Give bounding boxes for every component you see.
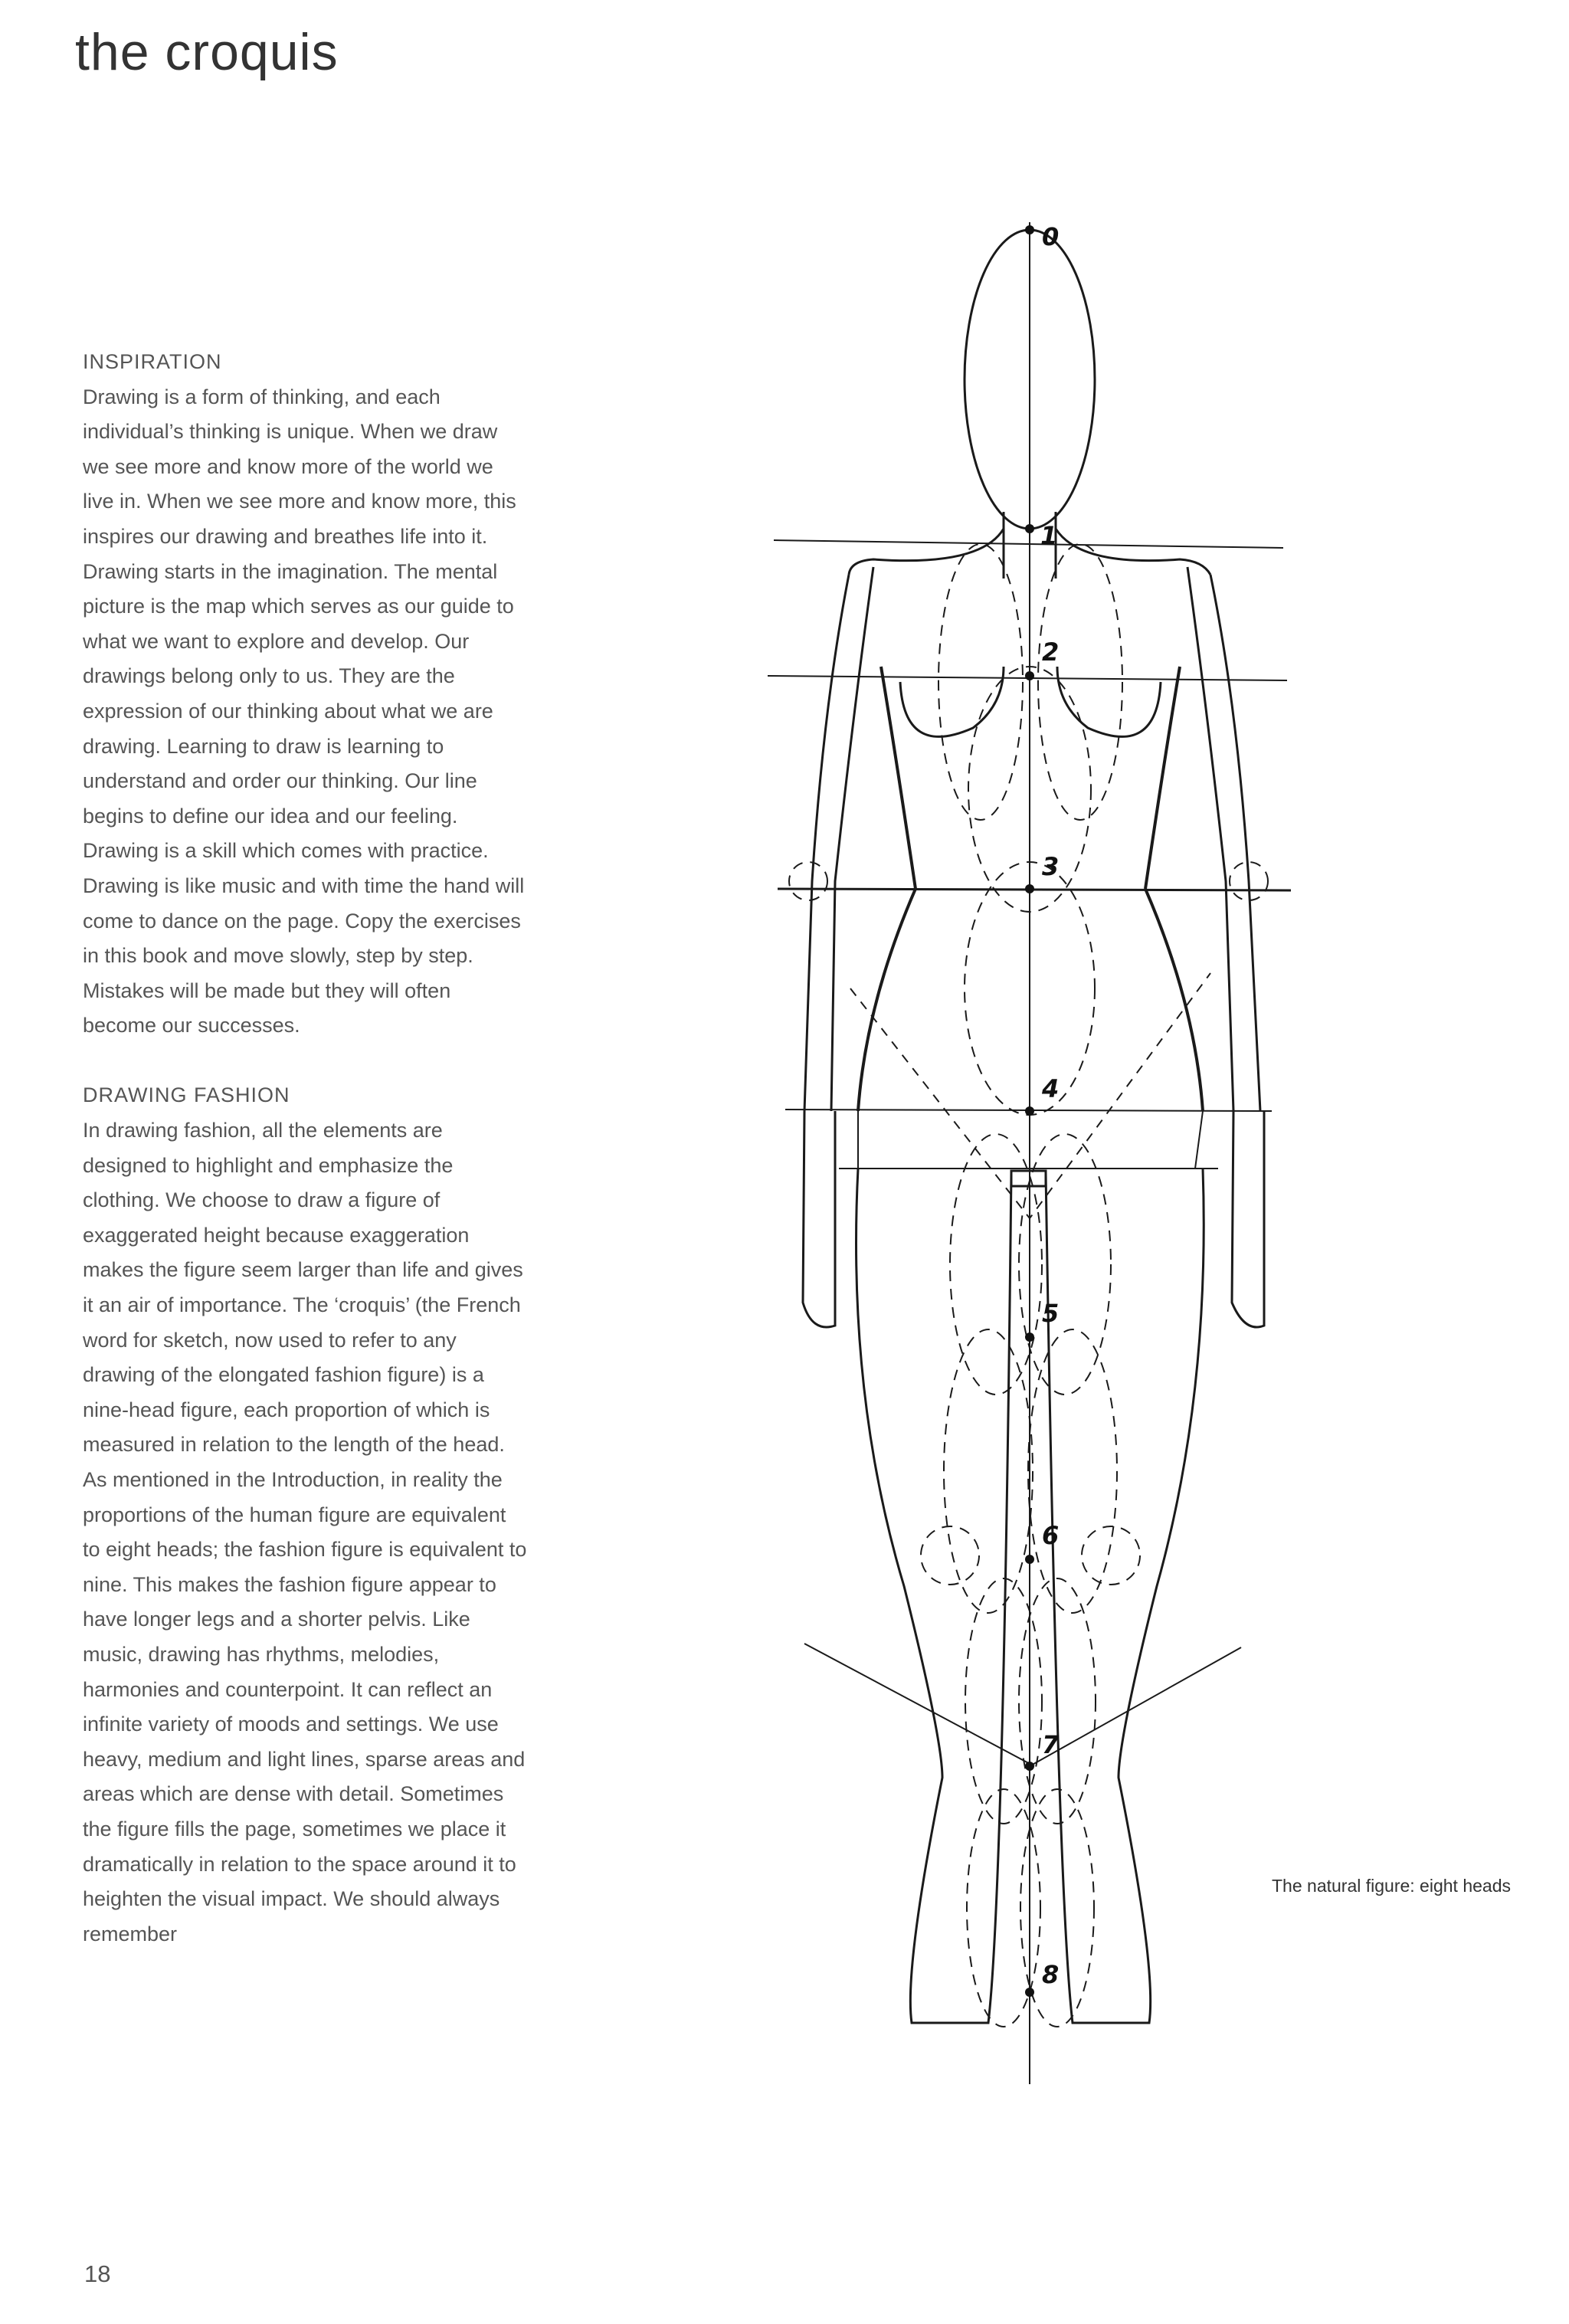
head-marker-3: 3: [1042, 852, 1060, 881]
section-body-inspiration: [83, 380, 527, 1044]
section-heading-inspiration: INSPIRATION: [83, 350, 222, 373]
knee-diagonal-left: [804, 1644, 1034, 1766]
dashed-proportion-ovals: [789, 544, 1268, 2027]
head-marker-2: 2: [1042, 638, 1060, 667]
head-marker-4: 4: [1042, 1074, 1060, 1103]
right-arm-upper: [1187, 567, 1260, 1111]
head-marker-6: 6: [1042, 1521, 1060, 1550]
left-forearm-hand: [803, 1111, 835, 1327]
head-marker-7: 7: [1042, 1730, 1060, 1759]
figure-caption: The natural figure: eight heads: [1272, 1876, 1511, 1896]
knee-diagonal-right: [1030, 1647, 1241, 1766]
paragraph: Drawing is a form of thinking, and each individual’s thinking is unique. When we draw we see more and know more of the world we live in. When we see more and know more, this inspires our drawing and breathes life into it.: [83, 385, 516, 548]
head-marker-5: 5: [1042, 1299, 1060, 1328]
left-leg: [857, 1169, 1012, 2023]
head-marker-1: 1: [1040, 521, 1058, 550]
paragraph: Drawing starts in the imagination. The mental picture is the map which serves as our guide to what we want to explore and develop. Our drawings belong only to us. They are the expression of our thinking about what we are drawing. Learning to draw is learning to understand and order our thinking. Our line begins to define our idea and our feeling. Drawing is a skill which comes with practice. Drawing is like music and with time the hand will come to dance on the page. Copy the exercises in this book and move slowly, step by step. Mistakes will be made but they will often become our successes.: [83, 559, 525, 1037]
waist-guide-line: [778, 889, 1291, 890]
shoulder-guide-line: [774, 540, 1283, 548]
section-body-drawing-fashion: [83, 1113, 527, 1952]
right-forearm-hand: [1232, 1111, 1264, 1327]
page-title: the croquis: [75, 23, 339, 81]
croquis-drawing: [751, 207, 1318, 2122]
head-marker-0: 0: [1042, 222, 1060, 251]
left-arm-upper: [804, 567, 873, 1111]
section-heading-drawing-fashion: DRAWING FASHION: [83, 1083, 290, 1107]
head-marker-8: 8: [1042, 1960, 1060, 1989]
page-number: 18: [84, 2260, 111, 2287]
right-leg: [1046, 1169, 1204, 2023]
proportion-figure-illustration: [751, 207, 1318, 2122]
text-column: [83, 345, 527, 1952]
paragraph: In drawing fashion, all the elements are designed to highlight and emphasize the clothing. We choose to draw a figure of exaggerated height because exaggeration makes the figure seem larger than life and gives it an air of importance. The ‘croquis’ (the French word for sketch, now used to refer to any drawing of the elongated fashion figure) is a nine-head figure, each proportion of which is measured in relation to the length of the head. As mentioned in the Introduction, in reality the proportions of the human figure are equivalent to eight heads; the fashion figure is equivalent to nine. This makes the fashion figure appear to have longer legs and a shorter pelvis. Like music, drawing has rhythms, melodies, harmonies and counterpoint. It can reflect an infinite variety of moods and settings. We use heavy, medium and light lines, sparse areas and areas which are dense with detail. Sometimes the figure fills the page, sometimes we place it dramatically in relation to the space around it to heighten the visual impact. We should always remember: [83, 1119, 527, 1945]
